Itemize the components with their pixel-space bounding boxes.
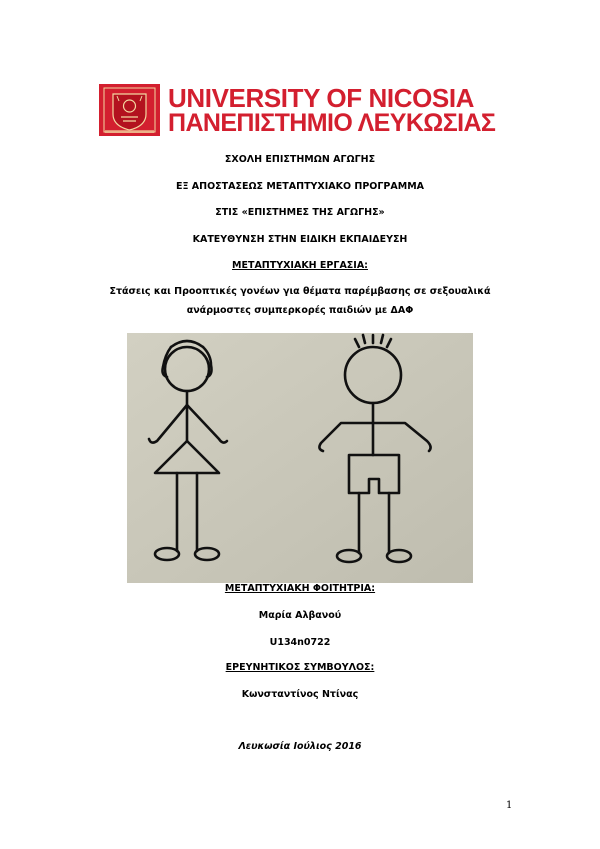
university-name-en: UNIVERSITY OF NICOSIA bbox=[168, 83, 475, 113]
wire-stick-figures-girl-boy-icon bbox=[127, 333, 473, 583]
school-name: ΣΧΟΛΗ ΕΠΙΣΤΗΜΩΝ ΑΓΩΓΗΣ bbox=[224, 154, 376, 165]
advisor-label: ΕΡΕΥΝΗΤΙΚΟΣ ΣΥΜΒΟΥΛΟΣ: bbox=[225, 662, 375, 673]
university-logo bbox=[99, 84, 501, 136]
thesis-title-line-1: Στάσεις και Προοπτικές γονέων για θέματα παρέμβασης σε σεξουαλικά bbox=[109, 286, 491, 297]
program-specialization: ΚΑΤΕΥΘΥΝΣΗ ΣΤΗΝ ΕΙΔΙΚΗ ΕΚΠΑΙΔΕΥΣΗ bbox=[192, 234, 408, 245]
advisor-name: Κωνσταντίνος Ντίνας bbox=[241, 689, 359, 700]
place-date: Λευκωσία Ιούλιος 2016 bbox=[238, 741, 362, 752]
page-number: 1 bbox=[506, 800, 513, 811]
program-field: ΣΤΙΣ «ΕΠΙΣΤΗΜΕΣ ΤΗΣ ΑΓΩΓΗΣ» bbox=[215, 207, 385, 218]
thesis-label: ΜΕΤΑΠΤΥΧΙΑΚΗ ΕΡΓΑΣΙΑ: bbox=[232, 260, 368, 271]
university-name-gr: ΠΑΝΕΠΙΣΤΗΜΙΟ ΛΕΥΚΩΣΙΑΣ bbox=[168, 109, 496, 137]
student-name: Μαρία Αλβανού bbox=[258, 610, 342, 621]
student-label: ΜΕΤΑΠΤΥΧΙΑΚΗ ΦΟΙΤΗΤΡΙΑ: bbox=[224, 583, 376, 594]
program-type: ΕΞ ΑΠΟΣΤΑΣΕΩΣ ΜΕΤΑΠΤΥΧΙΑΚΟ ΠΡΟΓΡΑΜΜΑ bbox=[175, 181, 424, 192]
thesis-title-line-2: ανάρμοστες συμπερκορές παιδιών με ΔΑΦ bbox=[186, 305, 414, 316]
student-id: U134n0722 bbox=[269, 637, 331, 648]
university-seal-icon bbox=[99, 84, 160, 136]
